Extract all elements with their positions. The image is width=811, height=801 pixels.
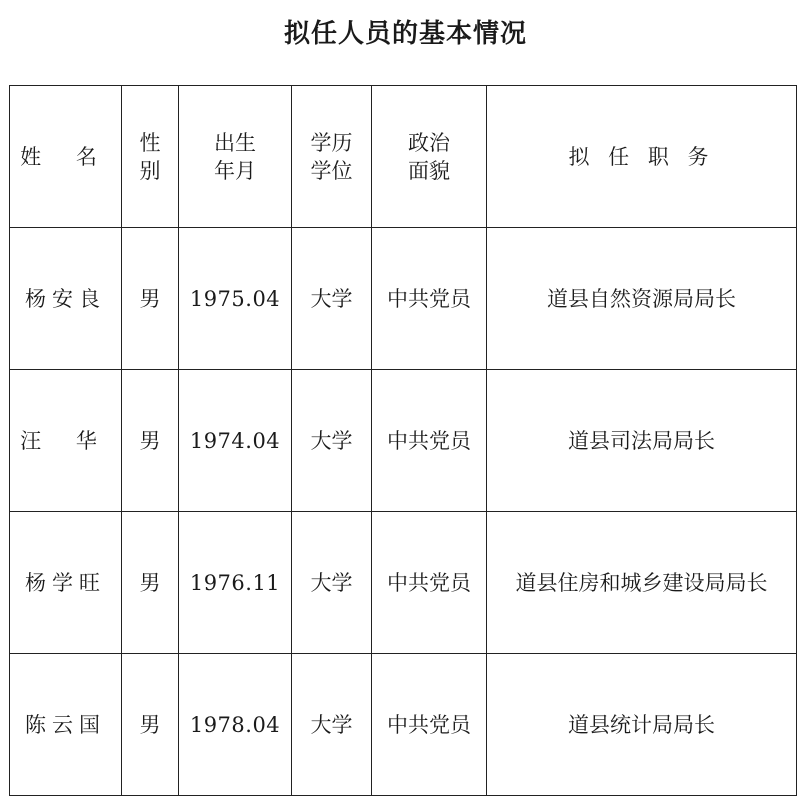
cell-position: 道县司法局局长 (487, 370, 797, 512)
cell-name-text: 杨学旺 (25, 570, 106, 595)
header-name-label: 姓 名 (20, 144, 111, 169)
cell-education: 大学 (292, 512, 372, 654)
table-row (10, 512, 797, 654)
header-political-label: 政治 面貌 (408, 130, 450, 183)
cell-birth: 1978.04 (179, 654, 292, 796)
table-row (10, 228, 797, 370)
cell-name-text: 陈云国 (25, 712, 106, 737)
cell-name-text: 汪 华 (20, 428, 111, 453)
header-education-label: 学历 学位 (310, 130, 353, 183)
cell-education: 大学 (292, 228, 372, 370)
header-gender (122, 86, 179, 228)
table-header-row (10, 86, 797, 228)
cell-gender: 男 (122, 370, 179, 512)
header-political (372, 86, 487, 228)
table-row (10, 654, 797, 796)
cell-position: 道县统计局局长 (487, 654, 797, 796)
cell-name (10, 654, 122, 796)
cell-gender: 男 (122, 228, 179, 370)
cell-education: 大学 (292, 370, 372, 512)
cell-gender: 男 (122, 512, 179, 654)
cell-position: 道县住房和城乡建设局局长 (487, 512, 797, 654)
header-gender-label: 性 别 (139, 130, 161, 183)
header-position (487, 86, 797, 228)
cell-political: 中共党员 (372, 370, 487, 512)
document-title: 拟任人员的基本情况 (283, 19, 527, 49)
appointees-table (9, 85, 797, 796)
header-position-label: 拟 任 职 务 (568, 144, 715, 169)
cell-political: 中共党员 (372, 228, 487, 370)
cell-birth: 1976.11 (179, 512, 292, 654)
cell-gender: 男 (122, 654, 179, 796)
cell-education: 大学 (292, 654, 372, 796)
cell-name (10, 370, 122, 512)
cell-name (10, 512, 122, 654)
cell-position: 道县自然资源局局长 (487, 228, 797, 370)
cell-birth: 1974.04 (179, 370, 292, 512)
cell-name (10, 228, 122, 370)
header-birth (179, 86, 292, 228)
cell-political: 中共党员 (372, 654, 487, 796)
table-row (10, 370, 797, 512)
cell-political: 中共党员 (372, 512, 487, 654)
header-education (292, 86, 372, 228)
header-name (10, 86, 122, 228)
header-birth-label: 出生 年月 (214, 130, 256, 183)
cell-birth: 1975.04 (179, 228, 292, 370)
cell-name-text: 杨安良 (25, 286, 106, 311)
